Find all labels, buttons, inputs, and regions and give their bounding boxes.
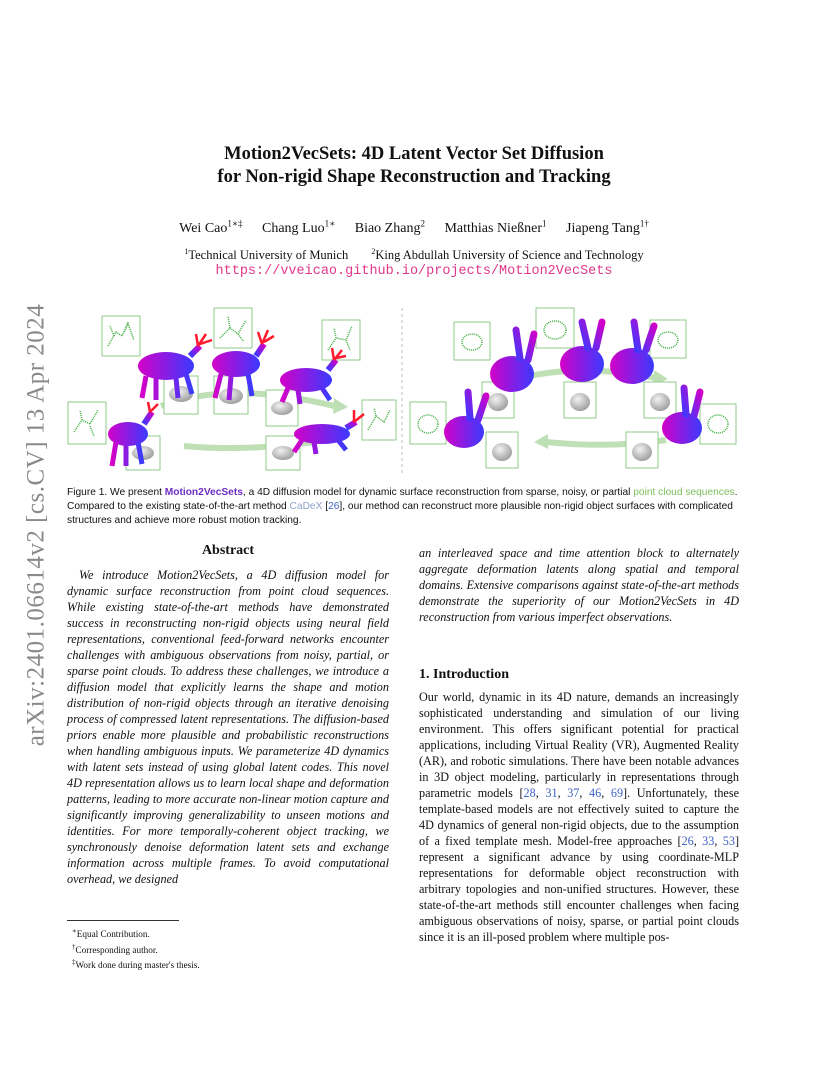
author-name: Matthias Nießner xyxy=(444,220,543,236)
citation-separator: , xyxy=(579,786,590,800)
affiliation-mark: 2 xyxy=(371,247,376,256)
author-marks: 1∗‡ xyxy=(227,218,243,228)
title-line-1: Motion2VecSets: 4D Latent Vector Set Diffusion xyxy=(224,144,604,164)
introduction-body xyxy=(419,689,739,945)
footnote-text: Work done during master's thesis. xyxy=(75,960,200,971)
affiliations xyxy=(0,247,828,263)
caption-text: , a 4D diffusion model for dynamic surface reconstruction from sparse, noisy, or partial xyxy=(242,487,634,498)
citation-link[interactable]: 37 xyxy=(567,786,580,800)
footnote-mark: † xyxy=(72,942,76,951)
deer-mesh-reconstruction xyxy=(138,334,212,400)
footnote-mark: ∗ xyxy=(72,927,77,935)
baseline-grey-mesh xyxy=(266,436,300,470)
citation-link[interactable]: 26 xyxy=(328,501,340,512)
intro-text: Our world, dynamic in its 4D nature, demands an increasingly sophisticated understanding and simulation of our living environment. This offers significant potential for practical applications, including Virtual Reality (VR), Augmented Reality (AR), and robotic simulations. There have been notable advances in 3D object modeling, particularly in representations through parametric models [ xyxy=(419,690,739,800)
author-marks: 1† xyxy=(639,218,649,228)
figure-caption xyxy=(67,486,739,528)
intro-text: ] represent a significant advance by using coordinate-MLP representations for deformable object reconstruction with arbitrary topologies and non-unified structures. However, these state-of-the-art methods still encounter challenges when facing ambiguous observations of noisy, sparse, or partial point clouds since it is an ill-posed problem where multiple pos- xyxy=(419,834,740,944)
paper-title xyxy=(0,143,828,189)
baseline-grey-mesh xyxy=(486,432,518,468)
point-cloud-frame xyxy=(68,402,106,444)
bunny-sequence-panel xyxy=(410,308,736,468)
author xyxy=(444,218,547,236)
citation-separator: , xyxy=(714,834,723,848)
footnote xyxy=(72,925,200,941)
introduction-heading: 1. Introduction xyxy=(419,667,509,682)
point-cloud-frame xyxy=(102,316,140,356)
footnote-mark: ‡ xyxy=(72,958,76,967)
citation-link[interactable]: 28 xyxy=(523,786,536,800)
author-name: Wei Cao xyxy=(179,220,228,236)
abstract-body: We introduce Motion2VecSets, a 4D diffusion model for dynamic surface reconstruction from point cloud sequences. While existing state-of-the-art methods have demonstrated success in reconstructing non-rigid objects using neural field representations, conventional feed-forward networks encounter challenges with ambiguous observations from noisy, partial, or sparse point clouds. To address these challenges, we introduce a diffusion model that explicitly learns the shape and motion distribution of non-rigid objects through an iterative denoising process of compressed latent representations. The diffusion-based priors enable more plausible and probabilistic reconstructions when handling ambiguous inputs. We parameterize 4D dynamics with latent sets instead of using global latent codes. This novel 4D representation allows us to learn local shape and deformation patterns, leading to more accurate non-linear motion capture and significantly improving generalizability to unseen motions and identities. For more temporally-coherent object tracking, we synchronously denoise deformation latent sets and exchange information across multiple frames. To avoid computational overhead, we designed xyxy=(67,568,389,886)
footnote xyxy=(72,941,200,957)
arrow-head xyxy=(534,434,548,449)
footnotes xyxy=(72,925,200,972)
baseline-method-name: CaDeX xyxy=(289,501,323,512)
affiliation xyxy=(184,248,348,262)
citation-link[interactable]: 26 xyxy=(681,834,694,848)
figure-label: Figure 1. xyxy=(67,487,108,498)
footnote xyxy=(72,956,200,972)
citation-link[interactable]: 31 xyxy=(545,786,558,800)
baseline-grey-mesh xyxy=(164,376,198,414)
citation-separator: , xyxy=(601,786,611,800)
arrow-head xyxy=(333,398,348,414)
baseline-grey-mesh xyxy=(644,382,676,418)
citation-separator: , xyxy=(557,786,568,800)
author xyxy=(566,218,649,236)
citation-link[interactable]: 33 xyxy=(702,834,715,848)
affiliation-name: Technical University of Munich xyxy=(188,248,349,263)
affiliation-name: King Abdullah University of Science and Technology xyxy=(375,248,644,263)
caption-text: [ xyxy=(322,501,329,512)
abstract-continuation xyxy=(419,545,739,625)
method-name: Motion2VecSets xyxy=(164,487,243,498)
citation-link[interactable]: 69 xyxy=(610,786,624,800)
title-line-2: for Non-rigid Shape Reconstruction and Tracking xyxy=(217,167,611,187)
author xyxy=(354,218,425,236)
point-cloud-frame xyxy=(454,322,490,360)
deer-sequence-panel xyxy=(68,308,396,470)
author-name: Jiapeng Tang xyxy=(566,220,640,236)
deer-mesh-reconstruction xyxy=(294,410,364,454)
author-marks: 1 xyxy=(542,218,547,228)
affiliation xyxy=(371,248,643,262)
baseline-grey-mesh xyxy=(266,390,298,426)
baseline-grey-mesh xyxy=(564,382,596,418)
arxiv-identifier-stamp xyxy=(16,290,56,760)
author-name: Chang Luo xyxy=(262,220,325,236)
point-cloud-term: point cloud sequences xyxy=(633,487,735,498)
citation-link[interactable]: 46 xyxy=(589,786,602,800)
footnote-text: Equal Contribution. xyxy=(76,929,150,940)
bunny-mesh-reconstruction xyxy=(444,392,486,448)
author xyxy=(179,218,243,236)
caption-text: We present xyxy=(107,487,165,498)
author-name: Biao Zhang xyxy=(354,220,421,236)
point-cloud-frame xyxy=(410,402,446,444)
point-cloud-frame xyxy=(214,308,252,348)
citation-link[interactable]: 53 xyxy=(722,834,735,848)
point-cloud-frame xyxy=(362,400,396,440)
footnote-rule xyxy=(67,920,179,921)
intro-text: ]. Unfortunately, these template-based models are not effectively suited to capture the 4D dynamics of general non-rigid objects, due to the assumption of a fixed template mesh. Model-free approaches [ xyxy=(419,786,739,848)
author xyxy=(262,218,336,236)
caption-text: . Compared to the existing state-of-the-art method xyxy=(67,487,738,512)
teaser-figure xyxy=(66,306,738,476)
citation-separator: , xyxy=(535,786,546,800)
footnote-text: Corresponding author. xyxy=(75,944,158,955)
author-marks: 2 xyxy=(420,218,425,228)
abstract-section xyxy=(67,543,389,887)
citation-separator: , xyxy=(693,834,703,848)
affiliation-mark: 1 xyxy=(184,247,189,256)
caption-text: ], our method can reconstruct more plausible non-rigid object surfaces with complicated structures and achieve more robust motion tracking. xyxy=(67,501,733,526)
point-cloud-frame xyxy=(700,404,736,444)
author-marks: 1∗ xyxy=(324,218,336,228)
project-url-link[interactable]: https://vveicao.github.io/projects/Motion2VecSets xyxy=(215,264,613,279)
point-cloud-frame xyxy=(322,320,360,360)
bunny-mesh-reconstruction xyxy=(610,322,654,384)
author-list xyxy=(0,218,828,237)
bunny-mesh-reconstruction xyxy=(490,330,534,392)
arxiv-identifier-text: arXiv:2401.06614v2 [cs.CV] 13 Apr 2024 xyxy=(22,303,50,747)
point-cloud-frame xyxy=(536,308,574,348)
abstract-continuation-text: an interleaved space and time attention block to alternately aggregate deformation latents along spatial and temporal domains. Extensive comparisons against state-of-the-art methods demonstrate the superiority of our Motion2VecSets in 4D reconstruction from various imperfect observations. xyxy=(419,546,739,624)
abstract-heading: Abstract xyxy=(201,543,255,558)
baseline-grey-mesh xyxy=(626,432,658,468)
